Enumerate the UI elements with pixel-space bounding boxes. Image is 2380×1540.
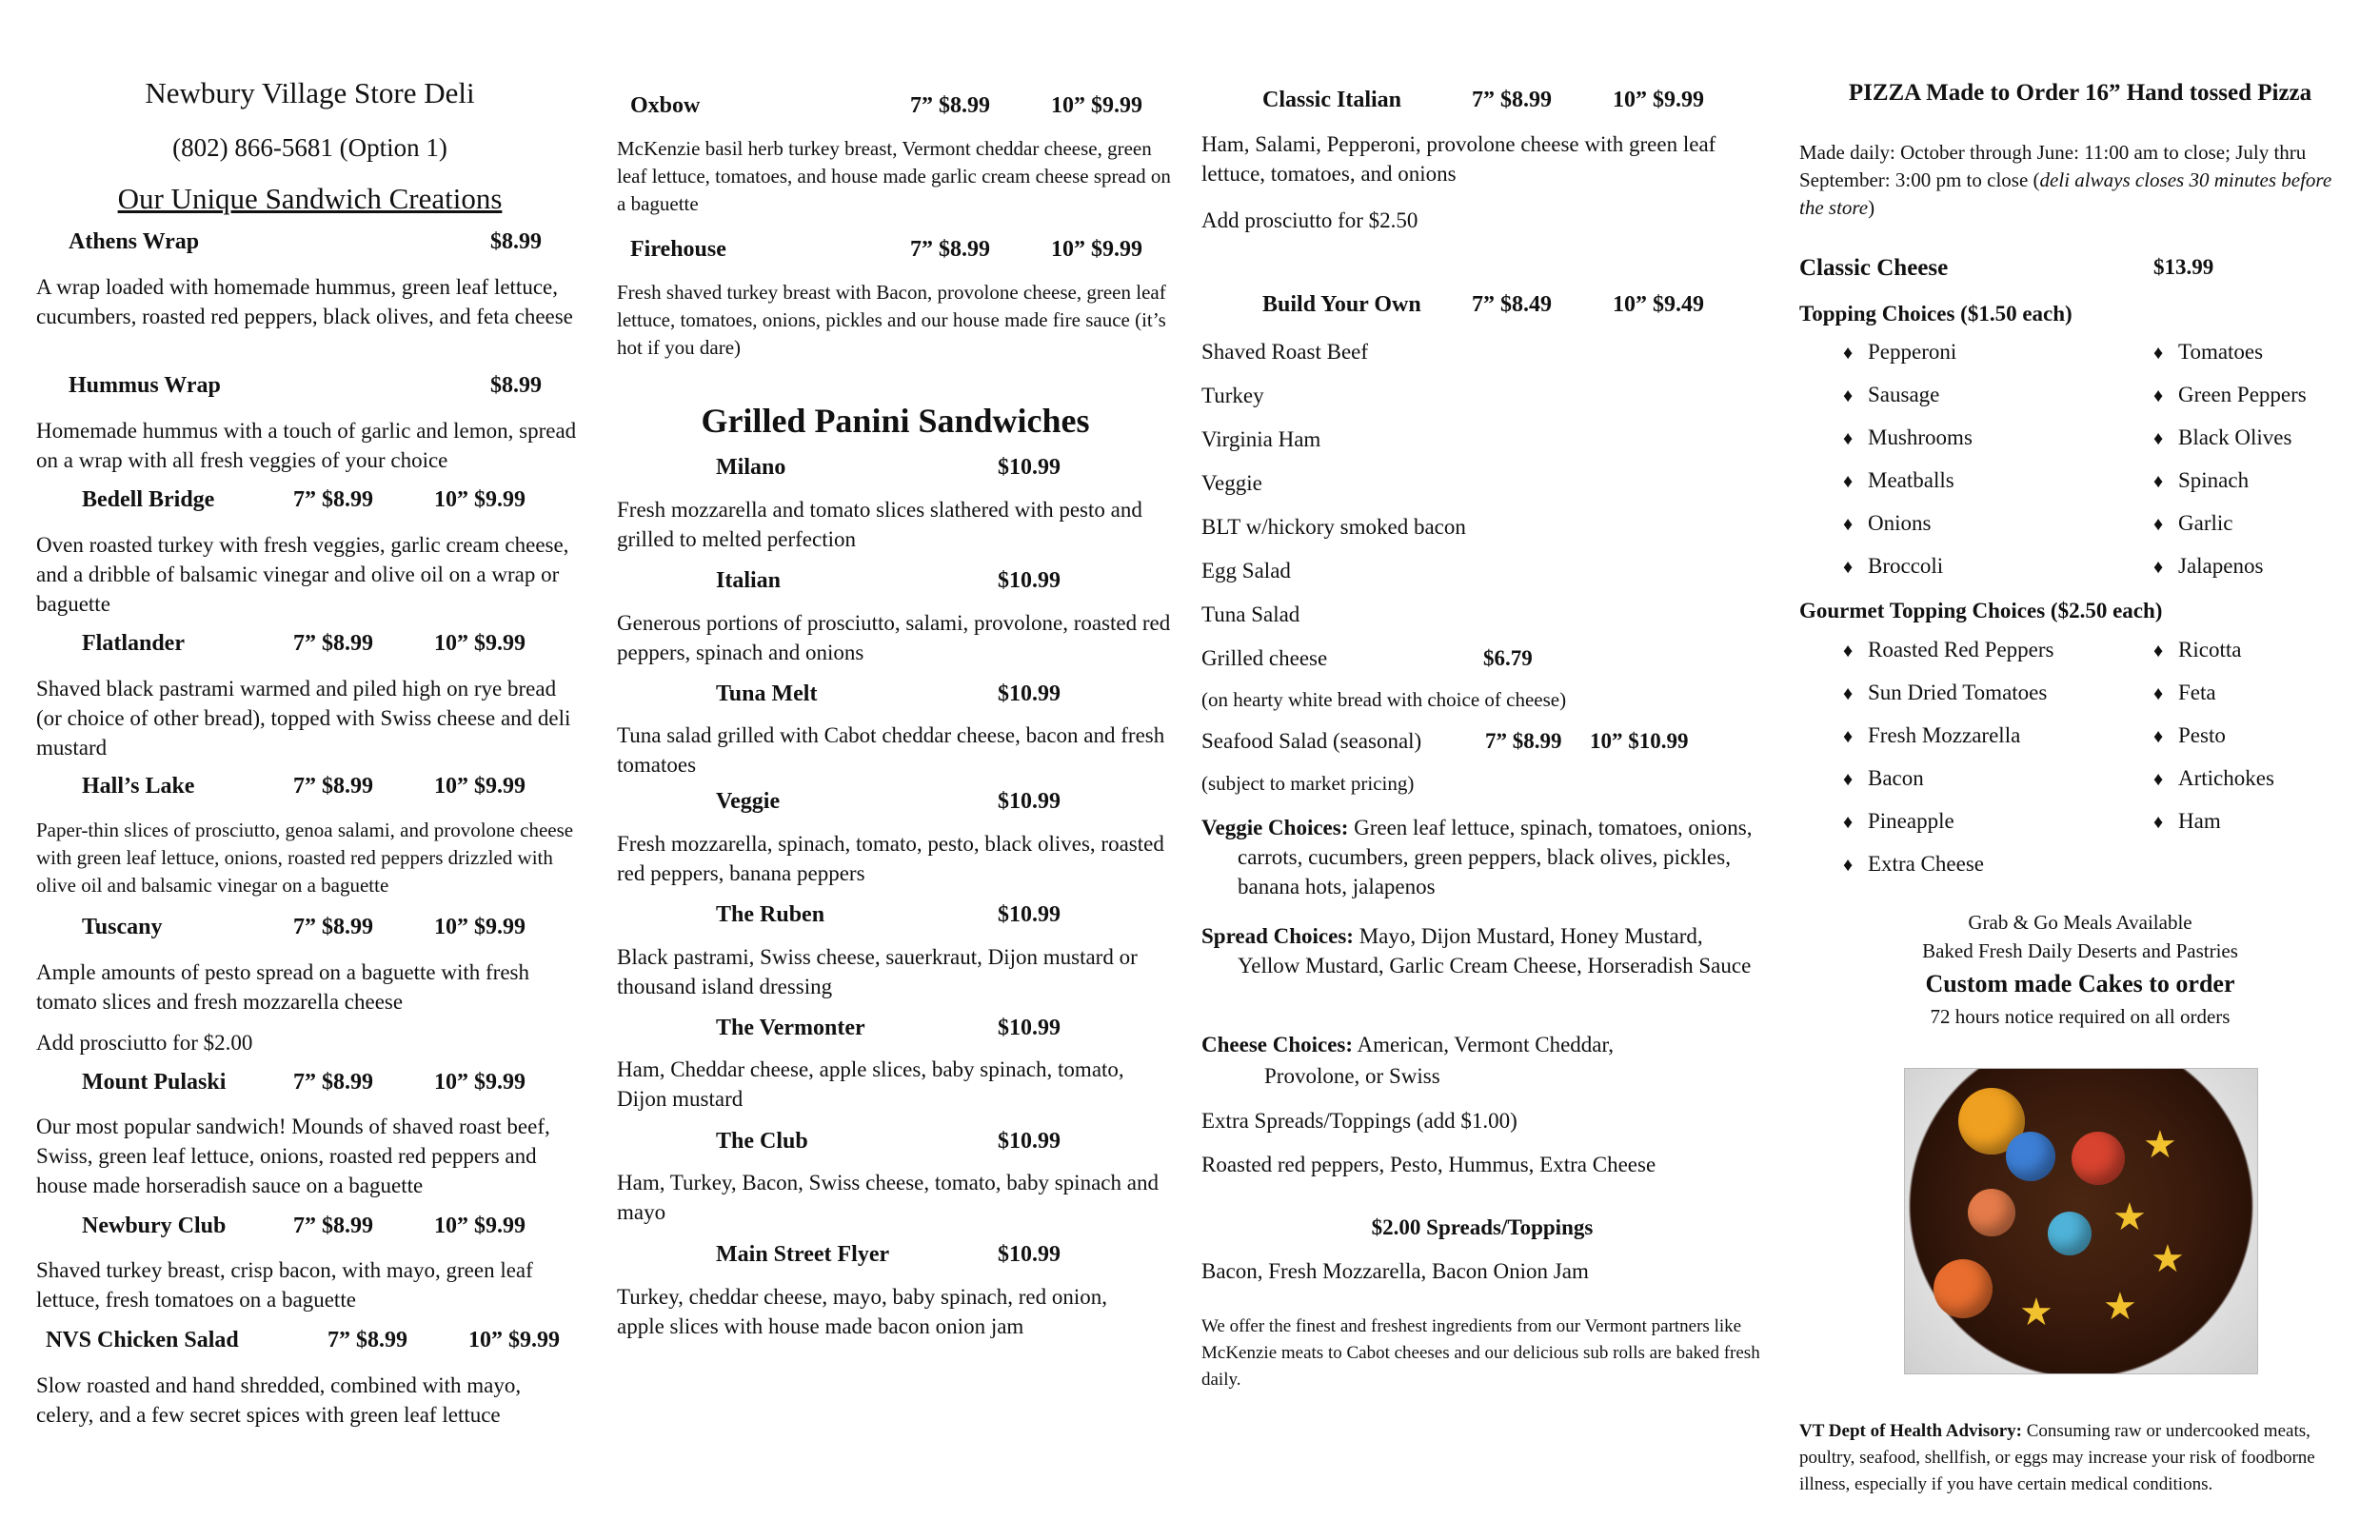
extra-spreads-list: Roasted red peppers, Pesto, Hummus, Extra Cheese <box>1201 1153 1656 1176</box>
menu-item-flatlander <box>36 631 584 663</box>
item-description: Paper-thin slices of prosciutto, genoa salami, and provolone cheese with green leaf lettuce, onions, roasted red peppers drizzled with olive oil and balsamic vinegar on a baguette <box>36 819 574 897</box>
topping-item <box>1843 554 1943 579</box>
star-decoration: ★ <box>2143 1123 2177 1166</box>
item-name: Classic Cheese <box>1799 255 1949 281</box>
item-name: Seafood Salad (seasonal) <box>1201 729 1422 753</box>
menu-item-hummus-wrap <box>36 373 584 405</box>
topping-label: Green Peppers <box>2178 383 2307 406</box>
item-price: $8.99 <box>490 229 542 254</box>
item-price-10in: 10” $9.99 <box>434 915 526 939</box>
byo-option: Turkey <box>1201 384 1264 407</box>
topping-item <box>1843 511 1931 536</box>
planet-decoration <box>2072 1132 2125 1185</box>
gourmet-topping-item <box>1843 638 2053 662</box>
item-price-7in: 7” $8.99 <box>293 1070 373 1095</box>
pizza-hours <box>1799 139 2361 222</box>
topping-item <box>2153 383 2307 407</box>
item-description: Fresh mozzarella, spinach, tomato, pesto, black olives, roasted red peppers, banana peppers <box>617 832 1164 885</box>
item-price: $13.99 <box>2153 255 2214 279</box>
item-price-10in: 10” $9.99 <box>434 774 526 799</box>
item-description: Our most popular sandwich! Mounds of shaved roast beef, Swiss, green leaf lettuce, onions, roasted red peppers and house made horseradish sauce on a baguette <box>36 1115 550 1197</box>
menu-item-halls-lake <box>36 774 584 806</box>
byo-option: BLT w/hickory smoked bacon <box>1201 515 1466 539</box>
item-description: A wrap loaded with homemade hummus, green leaf lettuce, cucumbers, roasted red peppers, black olives, and feta cheese <box>36 275 573 328</box>
diamond-bullet-icon: ♦ <box>1843 812 1854 833</box>
item-name: Firehouse <box>630 237 726 262</box>
menu-item-the-ruben <box>617 902 1174 935</box>
item-note: (on hearty white bread with choice of cheese) <box>1201 688 1567 711</box>
item-name: Milano <box>716 455 786 480</box>
topping-choices-heading: Topping Choices ($1.50 each) <box>1799 302 2073 326</box>
item-description: Ham, Turkey, Bacon, Swiss cheese, tomato, baby spinach and mayo <box>617 1171 1159 1224</box>
section-title-panini: Grilled Panini Sandwiches <box>701 402 1090 440</box>
menu-column-2 <box>617 0 1174 1540</box>
item-name: Hall’s Lake <box>82 774 195 799</box>
grab-and-go-note: Grab & Go Meals Available <box>1968 911 2192 934</box>
item-price: $10.99 <box>998 789 1061 814</box>
pizza-title: PIZZA Made to Order 16” Hand tossed Pizza <box>1848 80 2312 106</box>
menu-item-grilled-cheese <box>1201 643 1763 673</box>
spread-choices <box>1201 921 1763 980</box>
veggie-choices-list: Green leaf lettuce, spinach, tomatoes, onions, carrots, cucumbers, green peppers, black olives, pickles, banana hots, jalapenos <box>1238 816 1753 898</box>
menu-item-firehouse <box>617 237 1174 269</box>
topping-item <box>2153 468 2249 493</box>
item-price-7in: 7” $8.99 <box>910 237 990 262</box>
gourmet-topping-item <box>2153 766 2274 791</box>
item-price-7in: 7” $8.99 <box>1485 729 1562 753</box>
menu-item-italian <box>617 568 1174 601</box>
pizza-classic-cheese <box>1799 255 2361 287</box>
item-name: The Club <box>716 1129 808 1154</box>
item-price: $10.99 <box>998 681 1061 706</box>
topping-label: Ham <box>2178 809 2221 833</box>
item-name: Mount Pulaski <box>82 1070 227 1095</box>
menu-column-3 <box>1201 0 1763 1540</box>
star-decoration: ★ <box>2019 1291 2053 1333</box>
menu-item-seafood-salad <box>1201 726 1763 756</box>
cake-notice: 72 hours notice required on all orders <box>1930 1005 2231 1028</box>
gourmet-topping-item <box>2153 681 2216 705</box>
byo-option: Tuna Salad <box>1201 602 1300 626</box>
topping-label: Extra Cheese <box>1868 852 1984 876</box>
item-name: Bedell Bridge <box>82 487 215 512</box>
item-price-7in: 7” $8.99 <box>910 93 990 118</box>
item-price-7in: 7” $8.99 <box>293 915 373 939</box>
star-decoration: ★ <box>2151 1237 2185 1280</box>
diamond-bullet-icon: ♦ <box>2153 557 2164 578</box>
diamond-bullet-icon: ♦ <box>1843 641 1854 661</box>
item-name: Main Street Flyer <box>716 1242 890 1267</box>
item-price-7in: 7” $8.99 <box>293 487 373 512</box>
menu-item-the-vermonter <box>617 1016 1174 1048</box>
item-description: Shaved turkey breast, crisp bacon, with mayo, green leaf lettuce, fresh tomatoes on a baguette <box>36 1258 533 1312</box>
baked-fresh-note: Baked Fresh Daily Deserts and Pastries <box>1922 939 2238 962</box>
item-price-10in: 10” $9.99 <box>434 1214 526 1238</box>
topping-item <box>1843 468 1954 493</box>
phone-number: (802) 866-5681 (Option 1) <box>172 133 447 162</box>
gourmet-topping-item <box>1843 681 2047 705</box>
topping-label: Tomatoes <box>2178 340 2264 364</box>
item-price-10in: 10” $9.99 <box>434 487 526 512</box>
item-price: $10.99 <box>998 455 1061 480</box>
item-price-7in: 7” $8.49 <box>1472 292 1552 317</box>
diamond-bullet-icon: ♦ <box>1843 514 1854 535</box>
item-price-10in: 10” $9.99 <box>1613 88 1704 112</box>
diamond-bullet-icon: ♦ <box>2153 343 2164 364</box>
topping-item <box>2153 340 2263 365</box>
item-name: The Ruben <box>716 902 825 927</box>
item-description: Generous portions of prosciutto, salami, provolone, roasted red peppers, spinach and onions <box>617 611 1171 664</box>
topping-label: Roasted Red Peppers <box>1868 638 2054 661</box>
diamond-bullet-icon: ♦ <box>1843 855 1854 876</box>
diamond-bullet-icon: ♦ <box>1843 769 1854 790</box>
item-name: Newbury Club <box>82 1214 227 1238</box>
item-name: Veggie <box>716 789 781 814</box>
item-price-7in: 7” $8.99 <box>293 631 373 656</box>
item-description: Tuna salad grilled with Cabot cheddar cheese, bacon and fresh tomatoes <box>617 723 1165 777</box>
item-price: $10.99 <box>998 1129 1061 1154</box>
topping-item <box>1843 425 1973 450</box>
topping-label: Onions <box>1868 511 1932 535</box>
cheese-choices-list: American, Vermont Cheddar, <box>1357 1033 1614 1056</box>
diamond-bullet-icon: ♦ <box>2153 726 2164 747</box>
item-price: $10.99 <box>998 568 1061 593</box>
item-name: Flatlander <box>82 631 185 656</box>
health-advisory-label: VT Dept of Health Advisory: <box>1799 1421 2022 1441</box>
item-extra-note: Add prosciutto for $2.00 <box>36 1031 253 1055</box>
topping-label: Sun Dried Tomatoes <box>1868 681 2048 704</box>
byo-option: Egg Salad <box>1201 559 1291 582</box>
item-name: Tuscany <box>82 915 163 939</box>
item-price-10in: 10” $9.99 <box>434 1070 526 1095</box>
topping-item <box>2153 554 2263 579</box>
item-price-10in: 10” $9.99 <box>434 631 526 656</box>
star-decoration: ★ <box>2103 1285 2137 1328</box>
veggie-choices-label: Veggie Choices: <box>1201 816 1349 839</box>
diamond-bullet-icon: ♦ <box>1843 471 1854 492</box>
menu-item-bedell-bridge <box>36 487 584 520</box>
topping-label: Spinach <box>2178 468 2250 492</box>
section-title-sandwich-creations: Our Unique Sandwich Creations <box>117 182 503 215</box>
menu-item-oxbow <box>617 93 1174 126</box>
store-name: Newbury Village Store Deli <box>145 76 475 109</box>
deli-closing-note: deli always closes 30 minutes before the store <box>1799 168 2332 219</box>
item-description: Slow roasted and hand shredded, combined with mayo, celery, and a few secret spices with green leaf lettuce <box>36 1373 522 1427</box>
item-name: Italian <box>716 568 782 593</box>
topping-item <box>2153 511 2232 536</box>
spread-choices-label: Spread Choices: <box>1201 924 1354 948</box>
ingredients-statement: We offer the finest and freshest ingredients from our Vermont partners like McKenzie meats to Cabot cheeses and our delicious sub rolls are baked fresh daily. <box>1201 1316 1760 1390</box>
item-name: Hummus Wrap <box>69 373 221 398</box>
gourmet-topping-item <box>2153 723 2226 748</box>
gourmet-topping-item <box>2153 809 2221 834</box>
planet-decoration <box>1968 1189 2015 1236</box>
menu-item-mount-pulaski <box>36 1070 584 1102</box>
menu-item-milano <box>617 455 1174 487</box>
topping-label: Pesto <box>2178 723 2226 747</box>
topping-label: Feta <box>2178 681 2216 704</box>
cheese-choices-label: Cheese Choices: <box>1201 1033 1354 1056</box>
item-name: Grilled cheese <box>1201 646 1328 670</box>
diamond-bullet-icon: ♦ <box>1843 428 1854 449</box>
item-price: $10.99 <box>998 902 1061 927</box>
item-description: Oven roasted turkey with fresh veggies, garlic cream cheese, and a dribble of balsamic vinegar and olive oil on a wrap or baguette <box>36 533 569 616</box>
diamond-bullet-icon: ♦ <box>1843 726 1854 747</box>
gourmet-topping-item <box>1843 809 1954 834</box>
diamond-bullet-icon: ♦ <box>1843 557 1854 578</box>
cake-photo <box>1904 1068 2258 1374</box>
item-name: Athens Wrap <box>69 229 200 254</box>
item-price-10in: 10” $9.99 <box>468 1328 560 1352</box>
health-advisory-text: Consuming raw or undercooked meats, poultry, seafood, shellfish, or eggs may increase your risk of foodborne illness, especially if you have certain medical conditions. <box>1799 1421 2315 1494</box>
item-name: Tuna Melt <box>716 681 818 706</box>
diamond-bullet-icon: ♦ <box>2153 514 2164 535</box>
topping-label: Black Olives <box>2178 425 2292 449</box>
item-description: Ample amounts of pesto spread on a baguette with fresh tomato slices and fresh mozzarella cheese <box>36 960 530 1014</box>
topping-label: Jalapenos <box>2178 554 2264 578</box>
menu-item-tuna-melt <box>617 681 1174 714</box>
item-name: The Vermonter <box>716 1016 865 1040</box>
pizza-hours-close: ) <box>1868 196 1875 219</box>
diamond-bullet-icon: ♦ <box>2153 471 2164 492</box>
menu-item-athens-wrap <box>36 229 584 262</box>
menu-item-nvs-chicken-salad <box>36 1328 584 1360</box>
diamond-bullet-icon: ♦ <box>2153 385 2164 406</box>
cheese-choices-list-2: Provolone, or Swiss <box>1264 1064 1440 1088</box>
item-price: $10.99 <box>998 1242 1061 1267</box>
topping-label: Fresh Mozzarella <box>1868 723 2021 747</box>
topping-label: Mushrooms <box>1868 425 1973 449</box>
item-price-7in: 7” $8.99 <box>327 1328 407 1352</box>
custom-cakes-heading: Custom made Cakes to order <box>1925 970 2235 997</box>
planet-decoration <box>2048 1212 2092 1255</box>
planet-decoration <box>2006 1132 2055 1181</box>
topping-item <box>1843 383 1939 407</box>
diamond-bullet-icon: ♦ <box>2153 769 2164 790</box>
diamond-bullet-icon: ♦ <box>2153 812 2164 833</box>
menu-item-the-club <box>617 1129 1174 1161</box>
item-price-10in: 10” $9.49 <box>1613 292 1704 317</box>
item-price-7in: 7” $8.99 <box>1472 88 1552 112</box>
pizza-hours-text: Made daily: October through June: 11:00 am to close; July thru September: 3:00 pm to close ( <box>1799 141 2307 191</box>
premium-spreads-heading: $2.00 Spreads/Toppings <box>1371 1215 1594 1239</box>
health-advisory <box>1799 1418 2361 1498</box>
gourmet-topping-item <box>1843 852 1984 877</box>
item-note: (subject to market pricing) <box>1201 772 1415 795</box>
item-price-10in: 10” $9.99 <box>1051 93 1142 118</box>
item-description: Shaved black pastrami warmed and piled high on rye bread (or choice of other bread), topped with Swiss cheese and deli mustard <box>36 677 571 760</box>
topping-label: Ricotta <box>2178 638 2242 661</box>
item-name: Classic Italian <box>1262 88 1402 112</box>
menu-item-main-street-flyer <box>617 1242 1174 1274</box>
item-price-10in: 10” $10.99 <box>1590 729 1689 753</box>
item-name: Oxbow <box>630 93 701 118</box>
item-description: Fresh shaved turkey breast with Bacon, provolone cheese, green leaf lettuce, tomatoes, onions, pickles and our house made fire sauce (it’s hot if you dare) <box>617 281 1166 359</box>
menu-item-veggie <box>617 789 1174 821</box>
topping-label: Pineapple <box>1868 809 1954 833</box>
menu-item-build-your-own <box>1201 292 1763 325</box>
menu-item-classic-italian <box>1201 88 1763 120</box>
item-description: Turkey, cheddar cheese, mayo, baby spinach, red onion, apple slices with house made bacon onion jam <box>617 1285 1108 1338</box>
topping-label: Meatballs <box>1868 468 1954 492</box>
topping-item <box>2153 425 2291 450</box>
star-decoration: ★ <box>2112 1195 2147 1238</box>
item-price-10in: 10” $9.99 <box>1051 237 1142 262</box>
byo-option: Shaved Roast Beef <box>1201 340 1369 364</box>
menu-item-tuscany <box>36 915 584 947</box>
topping-label: Garlic <box>2178 511 2233 535</box>
byo-option: Veggie <box>1201 471 1262 495</box>
diamond-bullet-icon: ♦ <box>2153 428 2164 449</box>
topping-label: Sausage <box>1868 383 1940 406</box>
item-description: Fresh mozzarella and tomato slices slathered with pesto and grilled to melted perfection <box>617 498 1142 551</box>
gourmet-topping-heading: Gourmet Topping Choices ($2.50 each) <box>1799 599 2163 622</box>
item-price: $6.79 <box>1483 646 1533 670</box>
spread-choices-list: Mayo, Dijon Mustard, Honey Mustard, Yellow Mustard, Garlic Cream Cheese, Horseradish Sauce <box>1238 924 1752 977</box>
item-price: $10.99 <box>998 1016 1061 1040</box>
item-price: $8.99 <box>490 373 542 398</box>
item-price-7in: 7” $8.99 <box>293 1214 373 1238</box>
item-description: Homemade hummus with a touch of garlic and lemon, spread on a wrap with all fresh veggies of your choice <box>36 419 577 472</box>
planet-decoration <box>1934 1259 1993 1318</box>
extra-spreads-heading: Extra Spreads/Toppings (add $1.00) <box>1201 1109 1517 1133</box>
item-name: Build Your Own <box>1262 292 1421 317</box>
topping-item <box>1843 340 1956 365</box>
gourmet-topping-item <box>1843 766 1924 791</box>
gourmet-topping-item <box>2153 638 2241 662</box>
topping-label: Bacon <box>1868 766 1924 790</box>
menu-column-4 <box>1799 0 2361 1540</box>
item-price-7in: 7” $8.99 <box>293 774 373 799</box>
premium-spreads-list: Bacon, Fresh Mozzarella, Bacon Onion Jam <box>1201 1259 1589 1283</box>
item-description: McKenzie basil herb turkey breast, Vermont cheddar cheese, green leaf lettuce, tomatoes, and house made garlic cream cheese spread on a baguette <box>617 137 1171 215</box>
item-description: Ham, Salami, Pepperoni, provolone cheese with green leaf lettuce, tomatoes, and onions <box>1201 132 1716 186</box>
menu-item-newbury-club <box>36 1214 584 1246</box>
diamond-bullet-icon: ♦ <box>1843 343 1854 364</box>
menu-column-1 <box>36 0 584 1540</box>
item-description: Ham, Cheddar cheese, apple slices, baby spinach, tomato, Dijon mustard <box>617 1057 1124 1111</box>
diamond-bullet-icon: ♦ <box>1843 683 1854 704</box>
topping-label: Artichokes <box>2178 766 2274 790</box>
cheese-choices <box>1201 1030 1763 1059</box>
topping-label: Broccoli <box>1868 554 1944 578</box>
item-name: NVS Chicken Salad <box>46 1328 239 1352</box>
item-description: Black pastrami, Swiss cheese, sauerkraut, Dijon mustard or thousand island dressing <box>617 945 1138 998</box>
gourmet-topping-item <box>1843 723 2020 748</box>
diamond-bullet-icon: ♦ <box>2153 683 2164 704</box>
byo-option: Virginia Ham <box>1201 427 1321 451</box>
topping-label: Pepperoni <box>1868 340 1957 364</box>
diamond-bullet-icon: ♦ <box>1843 385 1854 406</box>
item-extra-note: Add prosciutto for $2.50 <box>1201 208 1418 232</box>
veggie-choices <box>1201 813 1763 901</box>
diamond-bullet-icon: ♦ <box>2153 641 2164 661</box>
